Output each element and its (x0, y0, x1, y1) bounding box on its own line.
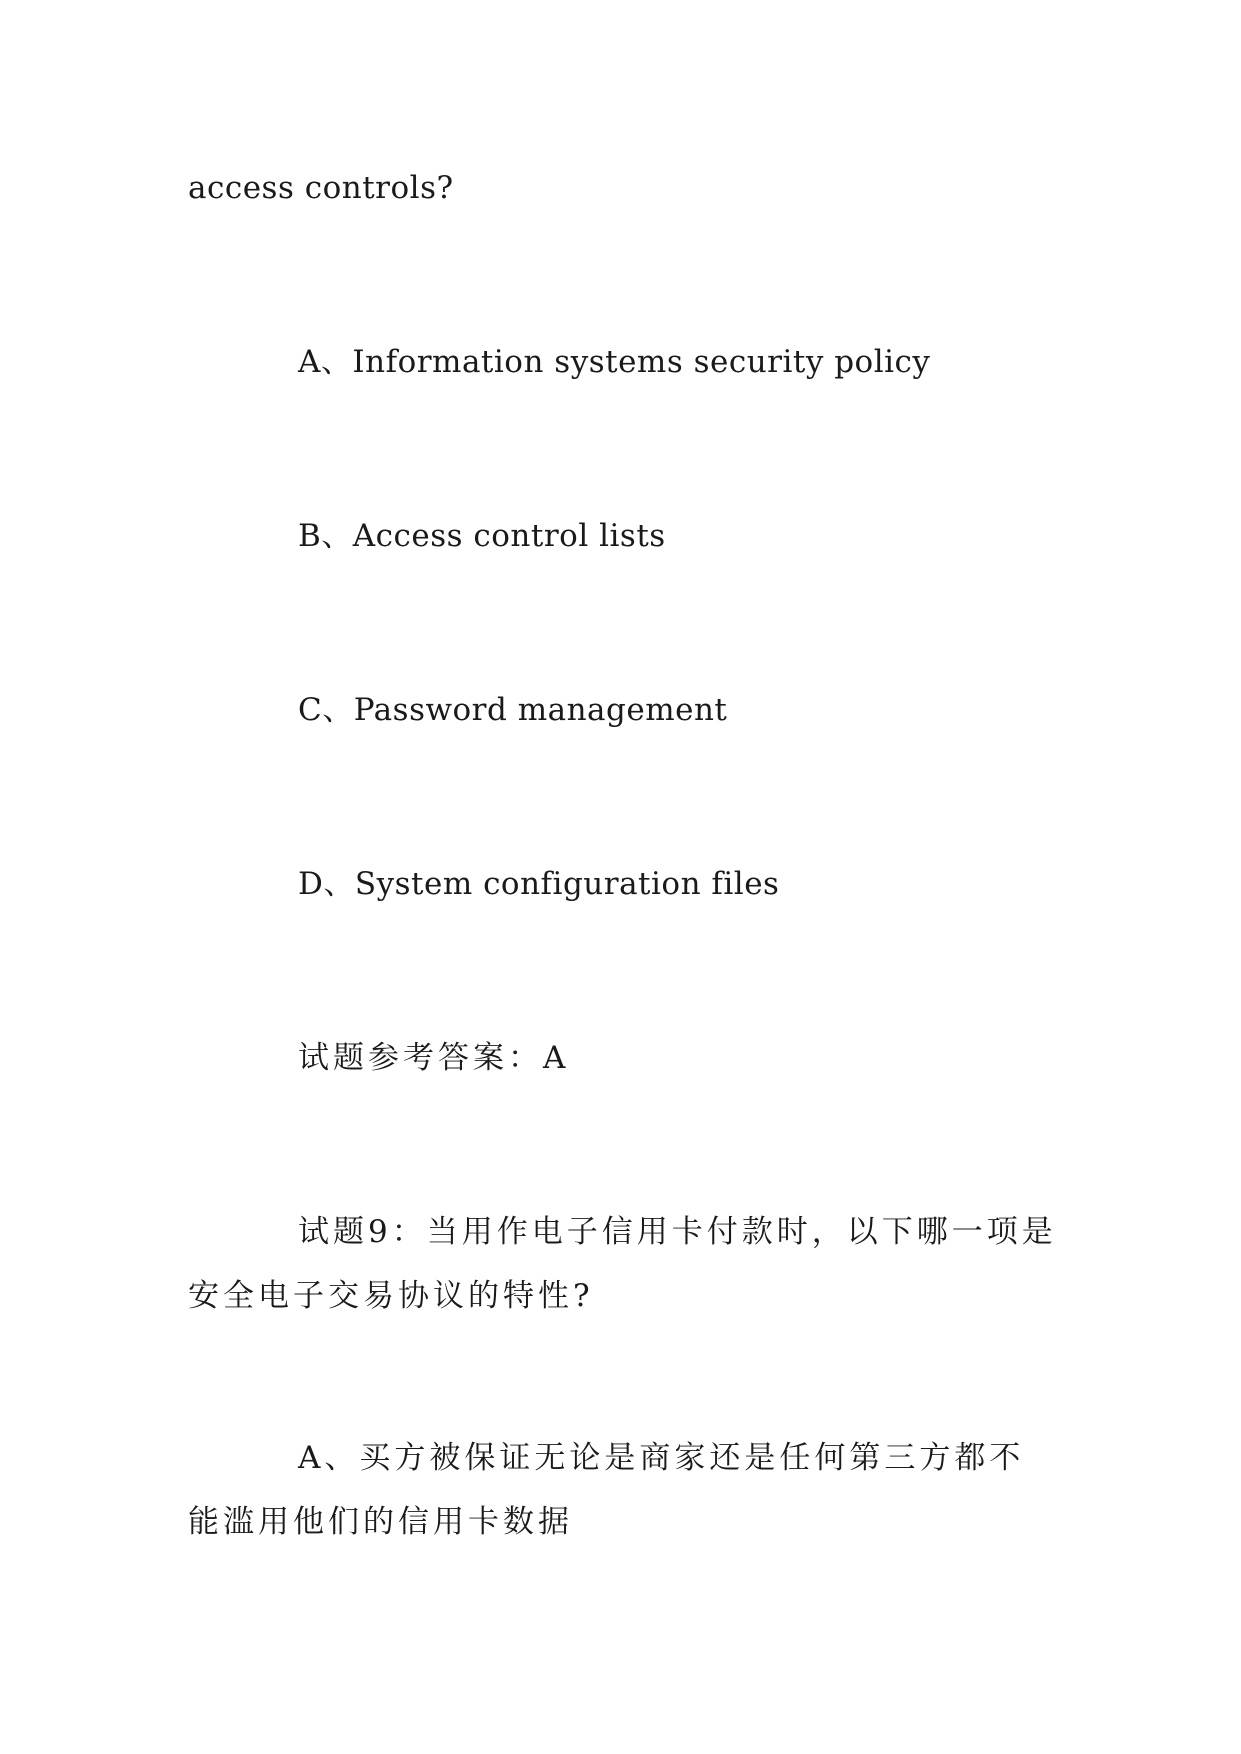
option-d: D、System configuration files (298, 866, 780, 902)
question-stem-continuation: access controls? (188, 170, 454, 206)
option-a: A、Information systems security policy (298, 344, 931, 380)
question-9-stem: 试题9：当用作电子信用卡付款时，以下哪一项是安全电子交易协议的特性? (188, 1214, 1057, 1314)
option-c: C、Password management (298, 692, 728, 728)
question-9-option-a: A、买方被保证无论是商家还是任何第三方都不能滥用他们的信用卡数据 (188, 1440, 1025, 1540)
option-b: B、Access control lists (298, 518, 666, 554)
reference-answer: 试题参考答案：A (298, 1040, 570, 1076)
